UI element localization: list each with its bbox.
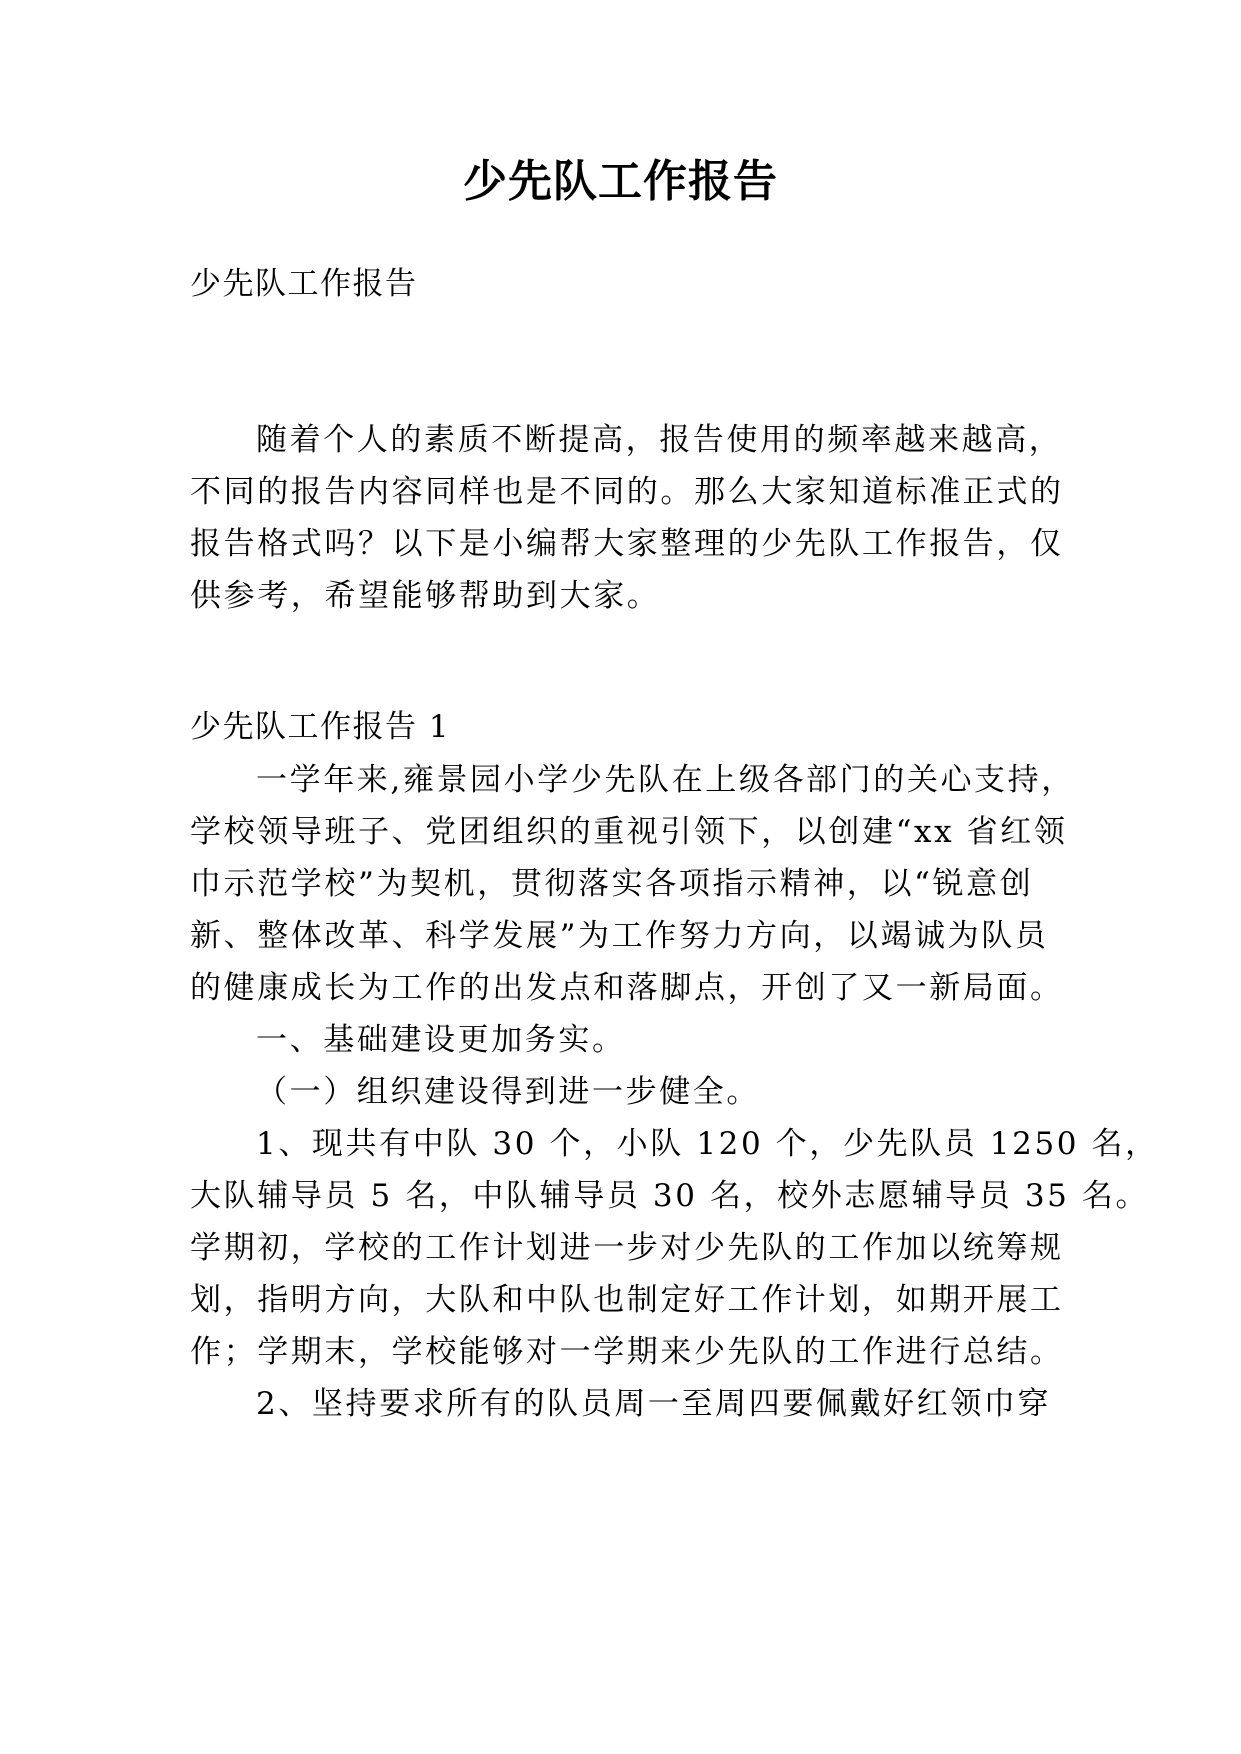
body-line: 学校领导班子、党团组织的重视引领下，以创建“xx 省红领 <box>190 814 1068 850</box>
body-line: （一）组织建设得到进一步健全。 <box>256 1074 760 1110</box>
intro-line: 不同的报告内容同样也是不同的。那么大家知道标准正式的 <box>190 474 1064 510</box>
body-line: 一学年来,雍景园小学少先队在上级各部门的关心支持， <box>256 762 1075 798</box>
body-line: 大队辅导员 5 名，中队辅导员 30 名，校外志愿辅导员 35 名。 <box>190 1178 1150 1214</box>
body-line: 新、整体改革、科学发展”为工作努力方向，以竭诚为队员 <box>190 918 1049 954</box>
body-line: 一、基础建设更加务实。 <box>256 1022 626 1058</box>
intro-line: 随着个人的素质不断提高，报告使用的频率越来越高， <box>256 422 1063 458</box>
body-line: 1、现共有中队 30 个，小队 120 个，少先队员 1250 名， <box>256 1126 1159 1162</box>
body-line: 划，指明方向，大队和中队也制定好工作计划，如期开展工 <box>190 1282 1064 1318</box>
intro-line: 报告格式吗？以下是小编帮大家整理的少先队工作报告，仅 <box>190 526 1064 562</box>
body-line: 作；学期末，学校能够对一学期来少先队的工作进行总结。 <box>190 1334 1064 1370</box>
document-subtitle: 少先队工作报告 <box>190 266 418 302</box>
intro-line: 供参考，希望能够帮助到大家。 <box>190 578 661 614</box>
body-line: 巾示范学校”为契机，贯彻落实各项指示精神，以“锐意创 <box>190 866 1034 902</box>
body-line: 学期初，学校的工作计划进一步对少先队的工作加以统筹规 <box>190 1230 1064 1266</box>
document-title: 少先队工作报告 <box>463 156 778 207</box>
section-heading: 少先队工作报告 1 <box>190 709 451 745</box>
body-line: 2、坚持要求所有的队员周一至周四要佩戴好红领巾穿 <box>256 1386 1052 1422</box>
body-line: 的健康成长为工作的出发点和落脚点，开创了又一新局面。 <box>190 970 1064 1006</box>
